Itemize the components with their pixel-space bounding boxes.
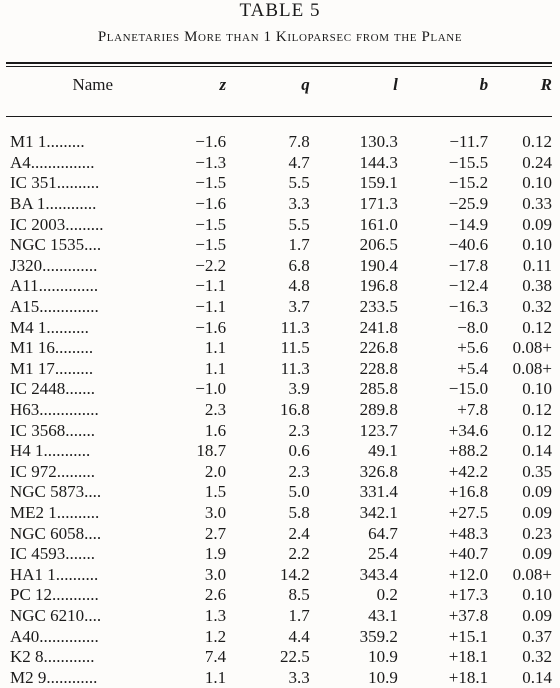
column-header-r: R [540,75,552,94]
cell-l: 343.4 [359,564,398,584]
cell-z: −2.2 [195,255,227,275]
cell-z: −1.6 [195,132,227,152]
table-row [6,647,552,668]
table-row [6,626,552,647]
cell-r: 0.12 [522,132,552,152]
cell-z: 1.1 [204,338,227,358]
cell-l: 241.8 [359,317,398,337]
cell-q: 11.3 [280,358,310,378]
table-row [6,462,552,483]
cell-z: 2.0 [204,461,227,481]
cell-q: 11.3 [280,317,310,337]
cell-name: NGC 6210.... [10,605,102,625]
cell-r: 0.32 [522,647,552,667]
cell-q: 3.9 [288,379,310,399]
cell-r: 0.32 [522,297,552,317]
cell-q: 16.8 [280,400,310,420]
cell-name: IC 972......... [10,461,95,481]
header-row [6,75,552,119]
cell-r: 0.10 [522,235,552,255]
table-number: TABLE 5 [239,0,321,21]
cell-z: 2.7 [204,523,227,543]
cell-b: −15.0 [448,379,489,399]
cell-name: HA1 1.......... [10,564,99,584]
cell-q: 5.5 [288,214,310,234]
cell-q: 7.8 [288,132,310,152]
cell-name: A4............... [10,152,95,172]
cell-z: 1.2 [204,626,227,646]
cell-name: M4 1.......... [10,317,89,337]
cell-r: 0.33 [522,194,552,214]
cell-l: 130.3 [359,132,398,152]
cell-z: 1.9 [204,544,227,564]
cell-l: 289.8 [359,400,398,420]
top-rule [6,62,552,64]
table-row [6,585,552,606]
cell-l: 196.8 [359,276,398,296]
cell-q: 1.7 [288,235,310,255]
cell-b: +40.7 [448,544,489,564]
cell-l: 171.3 [359,194,398,214]
cell-q: 11.5 [280,338,310,358]
cell-name: A15.............. [10,297,99,317]
cell-name: J320............. [10,255,98,275]
table-row [6,564,552,585]
cell-l: 144.3 [359,152,398,172]
table-row [6,153,552,174]
cell-b: +42.2 [448,461,489,481]
cell-z: 7.4 [204,647,227,667]
cell-l: 64.7 [368,523,398,543]
cell-b: −40.6 [448,235,489,255]
cell-r: 0.08+ [512,338,552,358]
cell-b: +88.2 [448,441,489,461]
cell-z: −1.0 [195,379,227,399]
cell-q: 4.7 [288,152,310,172]
cell-l: 190.4 [359,255,398,275]
cell-name: IC 2003......... [10,214,104,234]
cell-l: 159.1 [359,173,398,193]
cell-b: −15.5 [448,152,489,172]
column-header-b: b [479,75,489,94]
table-row [6,276,552,297]
cell-r: 0.12 [522,420,552,440]
cell-b: +16.8 [448,482,489,502]
cell-z: −1.1 [195,297,227,317]
table-row [6,441,552,462]
cell-r: 0.09 [522,605,552,625]
cell-name: IC 3568....... [10,420,95,440]
cell-q: 2.4 [288,523,310,543]
table-row [6,214,552,235]
cell-l: 331.4 [359,482,398,502]
cell-b: +5.4 [457,358,489,378]
column-header-l: l [393,75,398,94]
cell-b: +37.8 [448,605,489,625]
cell-r: 0.10 [522,585,552,605]
table-row [6,359,552,380]
cell-l: 342.1 [359,502,398,522]
cell-z: 1.6 [204,420,227,440]
cell-name: BA 1............ [10,194,97,214]
cell-q: 2.3 [288,420,310,440]
cell-name: NGC 1535.... [10,235,102,255]
cell-b: +17.3 [448,585,489,605]
cell-l: 0.2 [376,585,398,605]
cell-q: 3.3 [288,194,310,214]
cell-z: −1.5 [195,173,227,193]
cell-z: 2.3 [204,400,227,420]
cell-r: 0.14 [522,441,552,461]
cell-b: −14.9 [448,214,489,234]
planetaries-table [6,75,552,688]
cell-l: 161.0 [359,214,398,234]
table-row [6,420,552,441]
top-rule-thin [6,66,552,67]
cell-l: 10.9 [368,667,398,687]
table-row [6,667,552,688]
cell-b: −8.0 [457,317,489,337]
table-row [6,606,552,627]
table-row [6,523,552,544]
cell-z: 3.0 [204,502,227,522]
cell-l: 359.2 [359,626,398,646]
cell-q: 22.5 [280,647,310,667]
cell-l: 233.5 [359,297,398,317]
table-row [6,119,552,153]
table-row [6,400,552,421]
cell-b: −12.4 [448,276,489,296]
cell-b: +27.5 [448,502,489,522]
cell-z: −1.1 [195,276,227,296]
cell-b: +18.1 [448,647,489,667]
cell-l: 228.8 [359,358,398,378]
cell-name: NGC 5873.... [10,482,102,502]
table-row [6,482,552,503]
cell-l: 25.4 [368,544,398,564]
cell-q: 5.5 [288,173,310,193]
cell-b: +48.3 [448,523,489,543]
cell-z: −1.3 [195,152,227,172]
table-row [6,256,552,277]
cell-b: +15.1 [448,626,489,646]
cell-z: 1.3 [204,605,227,625]
table-row [6,194,552,215]
cell-r: 0.38 [522,276,552,296]
cell-name: IC 2448....... [10,379,95,399]
cell-name: M1 16......... [10,338,94,358]
cell-name: IC 4593....... [10,544,95,564]
cell-z: 2.6 [204,585,227,605]
cell-q: 14.2 [280,564,310,584]
cell-r: 0.24 [522,152,552,172]
cell-r: 0.14 [522,667,552,687]
cell-b: −16.3 [448,297,489,317]
cell-r: 0.23 [522,523,552,543]
cell-name: PC 12........... [10,585,99,605]
cell-q: 2.2 [288,544,310,564]
cell-z: 1.1 [204,667,227,687]
cell-name: H4 1........... [10,441,91,461]
cell-q: 5.0 [288,482,310,502]
cell-r: 0.10 [522,173,552,193]
cell-q: 3.7 [288,297,310,317]
cell-r: 0.12 [522,317,552,337]
cell-l: 10.9 [368,647,398,667]
column-header-q: q [301,75,310,94]
cell-r: 0.11 [522,255,552,275]
cell-name: IC 351.......... [10,173,100,193]
cell-r: 0.09 [522,502,552,522]
table-row [6,297,552,318]
cell-r: 0.08+ [512,358,552,378]
cell-name: M1 1......... [10,132,85,152]
cell-b: −25.9 [448,194,489,214]
cell-name: NGC 6058.... [10,523,102,543]
cell-name: K2 8............ [10,647,95,667]
cell-q: 3.3 [288,667,310,687]
cell-q: 6.8 [288,255,310,275]
cell-z: 18.7 [196,441,227,461]
cell-l: 206.5 [359,235,398,255]
cell-r: 0.09 [522,214,552,234]
cell-q: 1.7 [288,605,310,625]
cell-name: ME2 1.......... [10,502,100,522]
cell-r: 0.09 [522,544,552,564]
cell-q: 2.3 [288,461,310,481]
cell-l: 226.8 [359,338,398,358]
cell-q: 4.8 [288,276,310,296]
cell-b: +5.6 [457,338,489,358]
cell-name: M2 9............ [10,667,98,687]
cell-q: 8.5 [288,585,310,605]
cell-z: −1.6 [195,194,227,214]
table-row [6,235,552,256]
column-header-name: Name [72,75,114,94]
cell-b: +12.0 [448,564,489,584]
cell-q: 5.8 [288,502,310,522]
table-row [6,544,552,565]
cell-z: −1.5 [195,214,227,234]
cell-l: 49.1 [368,441,398,461]
cell-q: 4.4 [288,626,310,646]
cell-b: +7.8 [457,400,489,420]
cell-r: 0.12 [522,400,552,420]
cell-b: +34.6 [448,420,489,440]
cell-l: 326.8 [359,461,398,481]
cell-b: +18.1 [448,667,489,687]
cell-r: 0.10 [522,379,552,399]
cell-l: 285.8 [359,379,398,399]
cell-q: 0.6 [288,441,310,461]
cell-z: 3.0 [204,564,227,584]
cell-z: −1.5 [195,235,227,255]
cell-z: −1.6 [195,317,227,337]
cell-b: −17.8 [448,255,489,275]
table-row [6,338,552,359]
cell-name: H63.............. [10,400,99,420]
cell-l: 43.1 [368,605,398,625]
cell-r: 0.37 [522,626,552,646]
cell-l: 123.7 [359,420,398,440]
table-row [6,317,552,338]
cell-b: −11.7 [449,132,489,152]
table-row [6,503,552,524]
cell-name: A11.............. [10,276,99,296]
cell-b: −15.2 [448,173,489,193]
table-row [6,173,552,194]
cell-r: 0.08+ [512,564,552,584]
table-body [6,119,552,688]
cell-r: 0.35 [522,461,552,481]
cell-name: M1 17......... [10,358,94,378]
cell-z: 1.1 [204,358,227,378]
cell-r: 0.09 [522,482,552,502]
cell-z: 1.5 [204,482,227,502]
cell-name: A40.............. [10,626,99,646]
column-header-z: z [219,75,227,94]
table-row [6,379,552,400]
table-caption: Planetaries More than 1 Kiloparsec from the Plane [97,29,463,45]
